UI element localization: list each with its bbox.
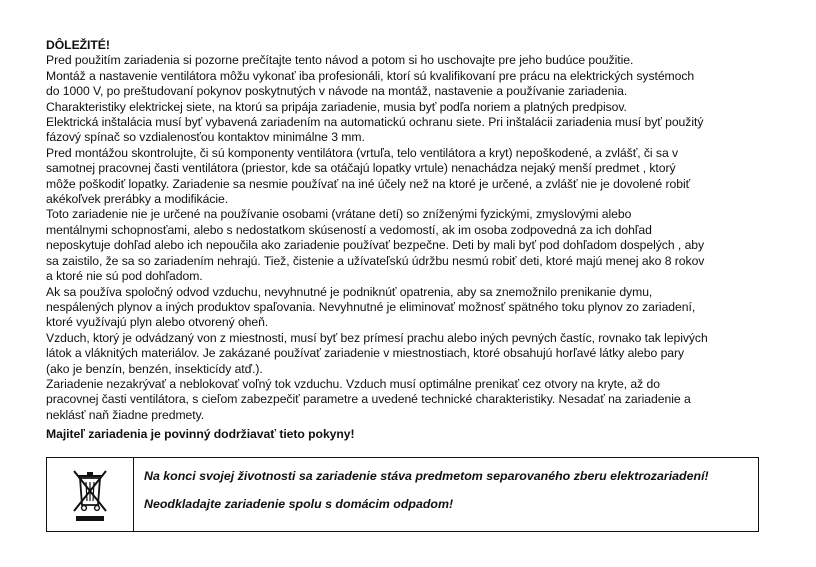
paragraph-usage: Pred použitím zariadenia si pozorne prečítajte tento návod a potom si ho uschovajte pre jeho budúce použitie. (46, 53, 634, 68)
disposal-text-cell (134, 458, 758, 531)
paragraph-air-quality: Vzduch, ktorý je odvádzaný von z miestnosti, musí byť bez prímesí prachu alebo iných pevných častíc, rovnako tak lepivých látok a vláknitých materiálov. Je zakázané používať zariadenie v miestnostiach, ktoré obsahujú horľavé látky alebo pary (ako je benzín, benzén, insekticídy atď.). (46, 330, 708, 376)
closing-statement: Majiteľ zariadenia je povinný dodržiavať tieto pokyny! (46, 427, 355, 442)
warning-heading: DÔLEŽITÉ! (46, 38, 110, 52)
disposal-icon-cell (47, 458, 134, 531)
paragraph-exhaust: Ak sa používa spoločný odvod vzduchu, nevyhnutné je podniknúť opatrenia, aby sa znemožnilo prenikanie dymu, nespálených plynov a iných produktov spaľovania. Nevyhnutné je eliminovať možnosť spätného toku plynov zo zariadení, ktoré využívajú plyn alebo otvorený oheň. (46, 284, 696, 330)
paragraph-installation: Montáž a nastavenie ventilátora môžu vykonať iba profesionáli, ktorí sú kvalifikovaní pre prácu na elektrických systémoch do 1000 V, po preštudovaní pokynov poskytnutých v návode na montáž, nastavenie a používanie zariadenia. (46, 68, 695, 99)
paragraph-airflow: Zariadenie nezakrývať a neblokovať voľný tok vzduchu. Vzduch musí optimálne prenikať cez otvory na kryte, až do pracovnej časti ventilátora, s cieľom zabezpečiť parametre a uvedené technické charakteristiky. Nesadať na zariadenie a neklásť naň žiadne predmety. (46, 376, 691, 422)
paragraph-network: Charakteristiky elektrickej siete, na ktorú sa pripája zariadenie, musia byť podľa noriem a platných predpisov. (46, 99, 627, 114)
disposal-notice-line: Na konci svojej životnosti sa zariadenie stáva predmetom separovaného zberu elektrozariadení! (144, 469, 709, 483)
disposal-notice-box (46, 457, 759, 532)
household-waste-warning: Neodkladajte zariadenie spolu s domácim odpadom! (144, 497, 454, 511)
paragraph-protection: Elektrická inštalácia musí byť vybavená zariadením na automatickú ochranu siete. Pri inštalácii zariadenia musí byť použitý fázový spínač so vzdialenosťou kontaktov minimálne 3 mm. (46, 115, 704, 145)
crossed-out-wheelie-bin-icon (68, 467, 112, 523)
paragraph-inspection: Pred montážou skontrolujte, či sú komponenty ventilátora (vrtuľa, telo ventilátora a kryt) nepoškodené, a zvlášť, či sa v samotnej pracovnej časti ventilátora (priestor, kde sa otáčajú lopatky vrtule) nenachádza nejaký menší predmet , ktorý môže poškodiť lopatky. Zariadenie sa nesmie používať na iné účely než na ktoré je určené, a zvlášť nie je dovolené robiť akékoľvek prerábky a modifikácie. (46, 145, 691, 207)
paragraph-children: Toto zariadenie nie je určené na používanie osobami (vrátane detí) so zníženými fyzickými, zmyslovými alebo mentálnymi schopnosťami, alebo s nedostatkom skúseností a vedomostí, ak im osoba zodpovedná za ich dohľad neposkytuje dohľad alebo ich nepoučila ako zariadenie používať bezpečne. Deti by mali byť pod dohľadom dospelých , aby sa zaistilo, že sa so zariadením nehrajú. Tiež, čistenie a užívateľskú údržbu nesmú robiť deti, ktoré majú menej ako 8 rokov a ktoré nie sú pod dohľadom. (46, 207, 705, 284)
warning-section (46, 38, 776, 443)
